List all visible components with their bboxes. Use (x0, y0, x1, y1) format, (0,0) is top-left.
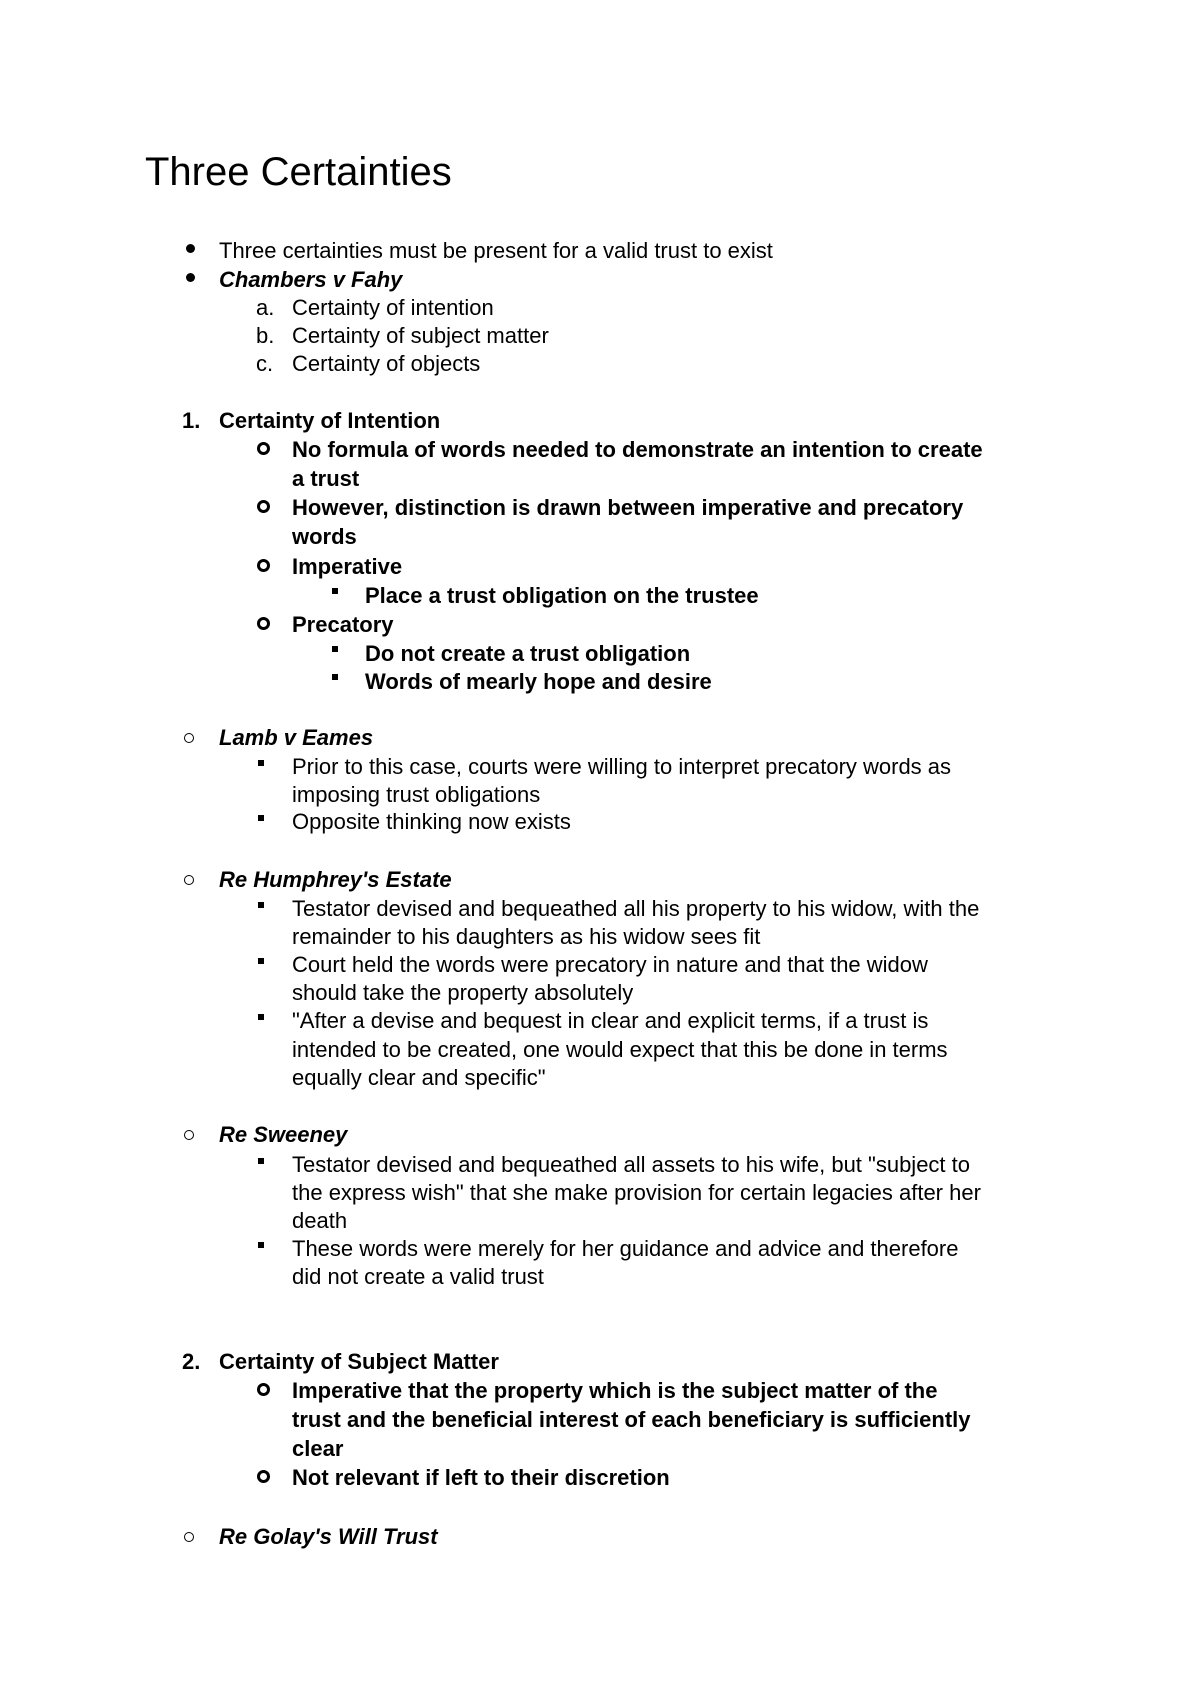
circle-bullet-icon (257, 442, 270, 455)
list-item-precatory: Precatory (292, 612, 394, 637)
list-item: Testator devised and bequeathed all his property to his widow, with the (292, 896, 980, 921)
list-item: Prior to this case, courts were willing to interpret precatory words as (292, 754, 952, 779)
section-number: 2. (182, 1349, 201, 1374)
square-bullet-icon (258, 1158, 264, 1164)
list-item-continuation: a trust (292, 466, 360, 491)
circle-bullet-icon (184, 1130, 194, 1140)
square-bullet-icon (258, 760, 264, 766)
circle-bullet-icon (184, 733, 194, 743)
list-item: No formula of words needed to demonstrate an intention to create (292, 437, 983, 462)
list-item-continuation: remainder to his daughters as his widow sees fit (292, 924, 761, 949)
circle-bullet-icon (257, 617, 270, 630)
section-heading-subject-matter: Certainty of Subject Matter (219, 1349, 499, 1374)
list-item-continuation: intended to be created, one would expect that this be done in terms (292, 1037, 948, 1062)
list-item-continuation: should take the property absolutely (292, 980, 634, 1005)
square-bullet-icon (332, 588, 338, 594)
list-marker: b. (256, 323, 275, 348)
list-item: Words of mearly hope and desire (365, 669, 712, 694)
list-item: "After a devise and bequest in clear and explicit terms, if a trust is (292, 1008, 929, 1033)
list-item-imperative: Imperative (292, 554, 403, 579)
list-item: Not relevant if left to their discretion (292, 1465, 670, 1490)
bullet-icon (186, 244, 195, 253)
section-number: 1. (182, 408, 201, 433)
page-title: Three Certainties (145, 150, 452, 194)
square-bullet-icon (332, 674, 338, 680)
list-item-continuation: imposing trust obligations (292, 782, 541, 807)
list-item: These words were merely for her guidance and advice and therefore (292, 1236, 959, 1261)
list-item: However, distinction is drawn between imperative and precatory (292, 495, 964, 520)
intro-bullet-1: Three certainties must be present for a valid trust to exist (219, 238, 773, 263)
square-bullet-icon (258, 958, 264, 964)
intro-case-chambers: Chambers v Fahy (219, 267, 403, 292)
square-bullet-icon (258, 815, 264, 821)
list-item-continuation: death (292, 1208, 348, 1233)
list-item: Testator devised and bequeathed all assets to his wife, but "subject to (292, 1152, 971, 1177)
circle-bullet-icon (257, 559, 270, 572)
list-item: Court held the words were precatory in nature and that the widow (292, 952, 928, 977)
case-heading-lamb: Lamb v Eames (219, 725, 374, 750)
square-bullet-icon (258, 1014, 264, 1020)
list-item-continuation: the express wish" that she make provision for certain legacies after her (292, 1180, 981, 1205)
circle-bullet-icon (184, 875, 194, 885)
square-bullet-icon (332, 646, 338, 652)
list-item-continuation: equally clear and specific" (292, 1065, 546, 1090)
circle-bullet-icon (257, 1383, 270, 1396)
case-heading-sweeney: Re Sweeney (219, 1122, 348, 1147)
square-bullet-icon (258, 902, 264, 908)
circle-bullet-icon (257, 1470, 270, 1483)
list-item: Opposite thinking now exists (292, 809, 571, 834)
list-item: Do not create a trust obligation (365, 641, 691, 666)
circle-bullet-icon (184, 1532, 194, 1542)
circle-bullet-icon (257, 500, 270, 513)
list-marker: c. (256, 351, 274, 376)
list-item: Certainty of intention (292, 295, 494, 320)
list-item: Certainty of subject matter (292, 323, 549, 348)
case-heading-humphrey: Re Humphrey's Estate (219, 867, 452, 892)
section-heading-intention: Certainty of Intention (219, 408, 441, 433)
list-item-continuation: words (292, 524, 357, 549)
list-item-continuation: clear (292, 1436, 344, 1461)
list-item-continuation: trust and the beneficial interest of each beneficiary is sufficiently (292, 1407, 971, 1432)
list-item: Place a trust obligation on the trustee (365, 583, 759, 608)
list-item: Imperative that the property which is the subject matter of the (292, 1378, 938, 1403)
square-bullet-icon (258, 1242, 264, 1248)
list-marker: a. (256, 295, 275, 320)
bullet-icon (186, 273, 195, 282)
list-item: Certainty of objects (292, 351, 481, 376)
list-item-continuation: did not create a valid trust (292, 1264, 544, 1289)
case-heading-golay: Re Golay's Will Trust (219, 1524, 438, 1549)
